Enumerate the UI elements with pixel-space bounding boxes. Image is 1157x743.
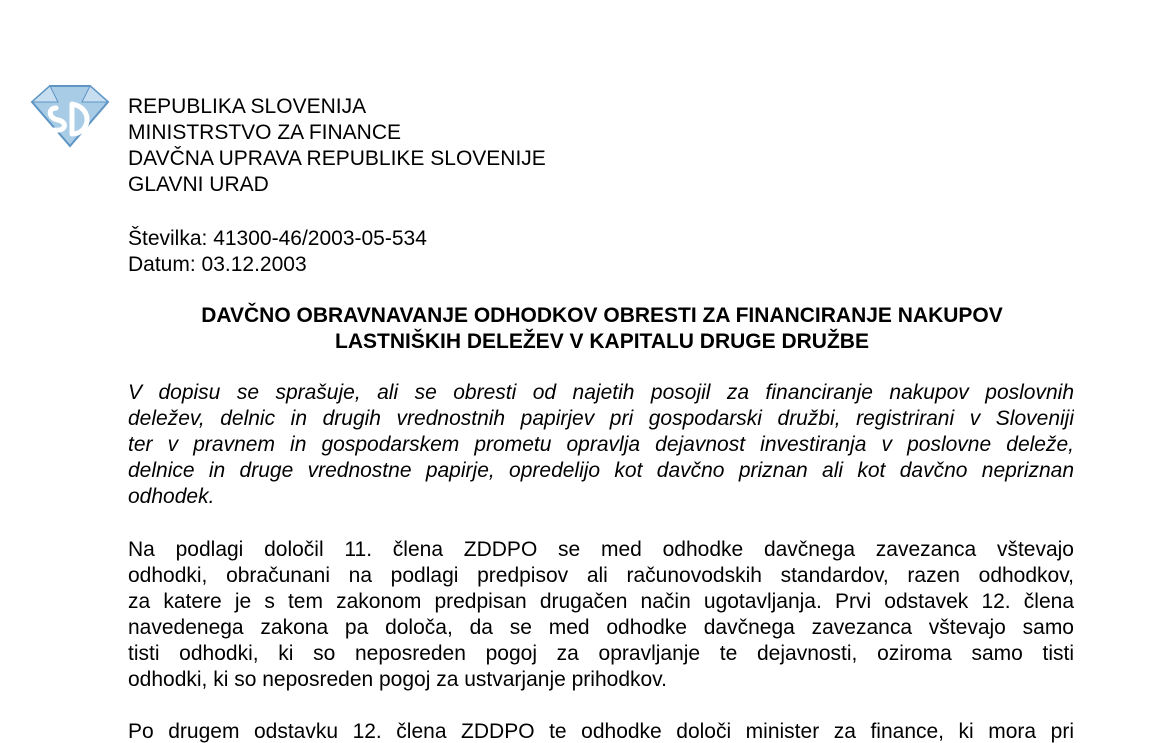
text-line: V dopisu se sprašuje, ali se obresti od najetih posojil za financiranje nakupov poslovnih [128,381,1074,404]
text-line: Na podlagi določil 11. člena ZDDPO se med odhodke davčnega zavezanca vštevajo [128,538,1074,561]
header-line: REPUBLIKA SLOVENIJA [128,95,367,118]
durs-logo-icon [28,78,110,150]
answer-paragraph [128,537,1074,693]
header-line: GLAVNI URAD [128,173,269,196]
letterhead [128,94,546,198]
text-line: za katere je s tem zakonom predpisan drugačen način ugotavljanja. Prvi odstavek 12. člena [128,590,1074,613]
document-meta [128,226,427,278]
text-line: tisti odhodki, ki so neposreden pogoj za opravljanje te dejavnosti, oziroma samo tisti [128,642,1074,665]
text-line: odhodek. [128,485,215,508]
text-line: odhodki, ki so neposreden pogoj za ustvarjanje prihodkov. [128,668,667,691]
text-line: ter v pravnem in gospodarskem prometu opravlja dejavnost investiranja v poslovne deleže, [128,433,1074,456]
document-number: Številka: 41300-46/2003-05-534 [128,227,427,250]
continuation-paragraph [128,719,1074,743]
title-line: DAVČNO OBRAVNAVANJE ODHODKOV OBRESTI ZA FINANCIRANJE NAKUPOV [201,304,1003,327]
text-line: deležev, delnic in drugih vrednostnih papirjev pri gospodarski družbi, registrirani v Sloveniji [128,407,1074,430]
title-line: LASTNIŠKIH DELEŽEV V KAPITALU DRUGE DRUŽBE [335,330,869,353]
text-line: delnice in druge vrednostne papirje, opredelijo kot davčno priznan ali kot davčno nepriznan [128,459,1074,482]
text-line: Po drugem odstavku 12. člena ZDDPO te odhodke določi minister za finance, ki mora pri [128,720,1074,743]
document-date: Datum: 03.12.2003 [128,253,307,276]
text-line: odhodki, obračunani na podlagi predpisov ali računovodskih standardov, razen odhodkov, [128,564,1074,587]
question-paragraph [128,380,1074,510]
document-title [128,303,1076,355]
header-line: DAVČNA UPRAVA REPUBLIKE SLOVENIJE [128,147,546,170]
text-line: navedenega zakona pa določa, da se med odhodke davčnega zavezanca vštevajo samo [128,616,1074,639]
header-line: MINISTRSTVO ZA FINANCE [128,121,402,144]
